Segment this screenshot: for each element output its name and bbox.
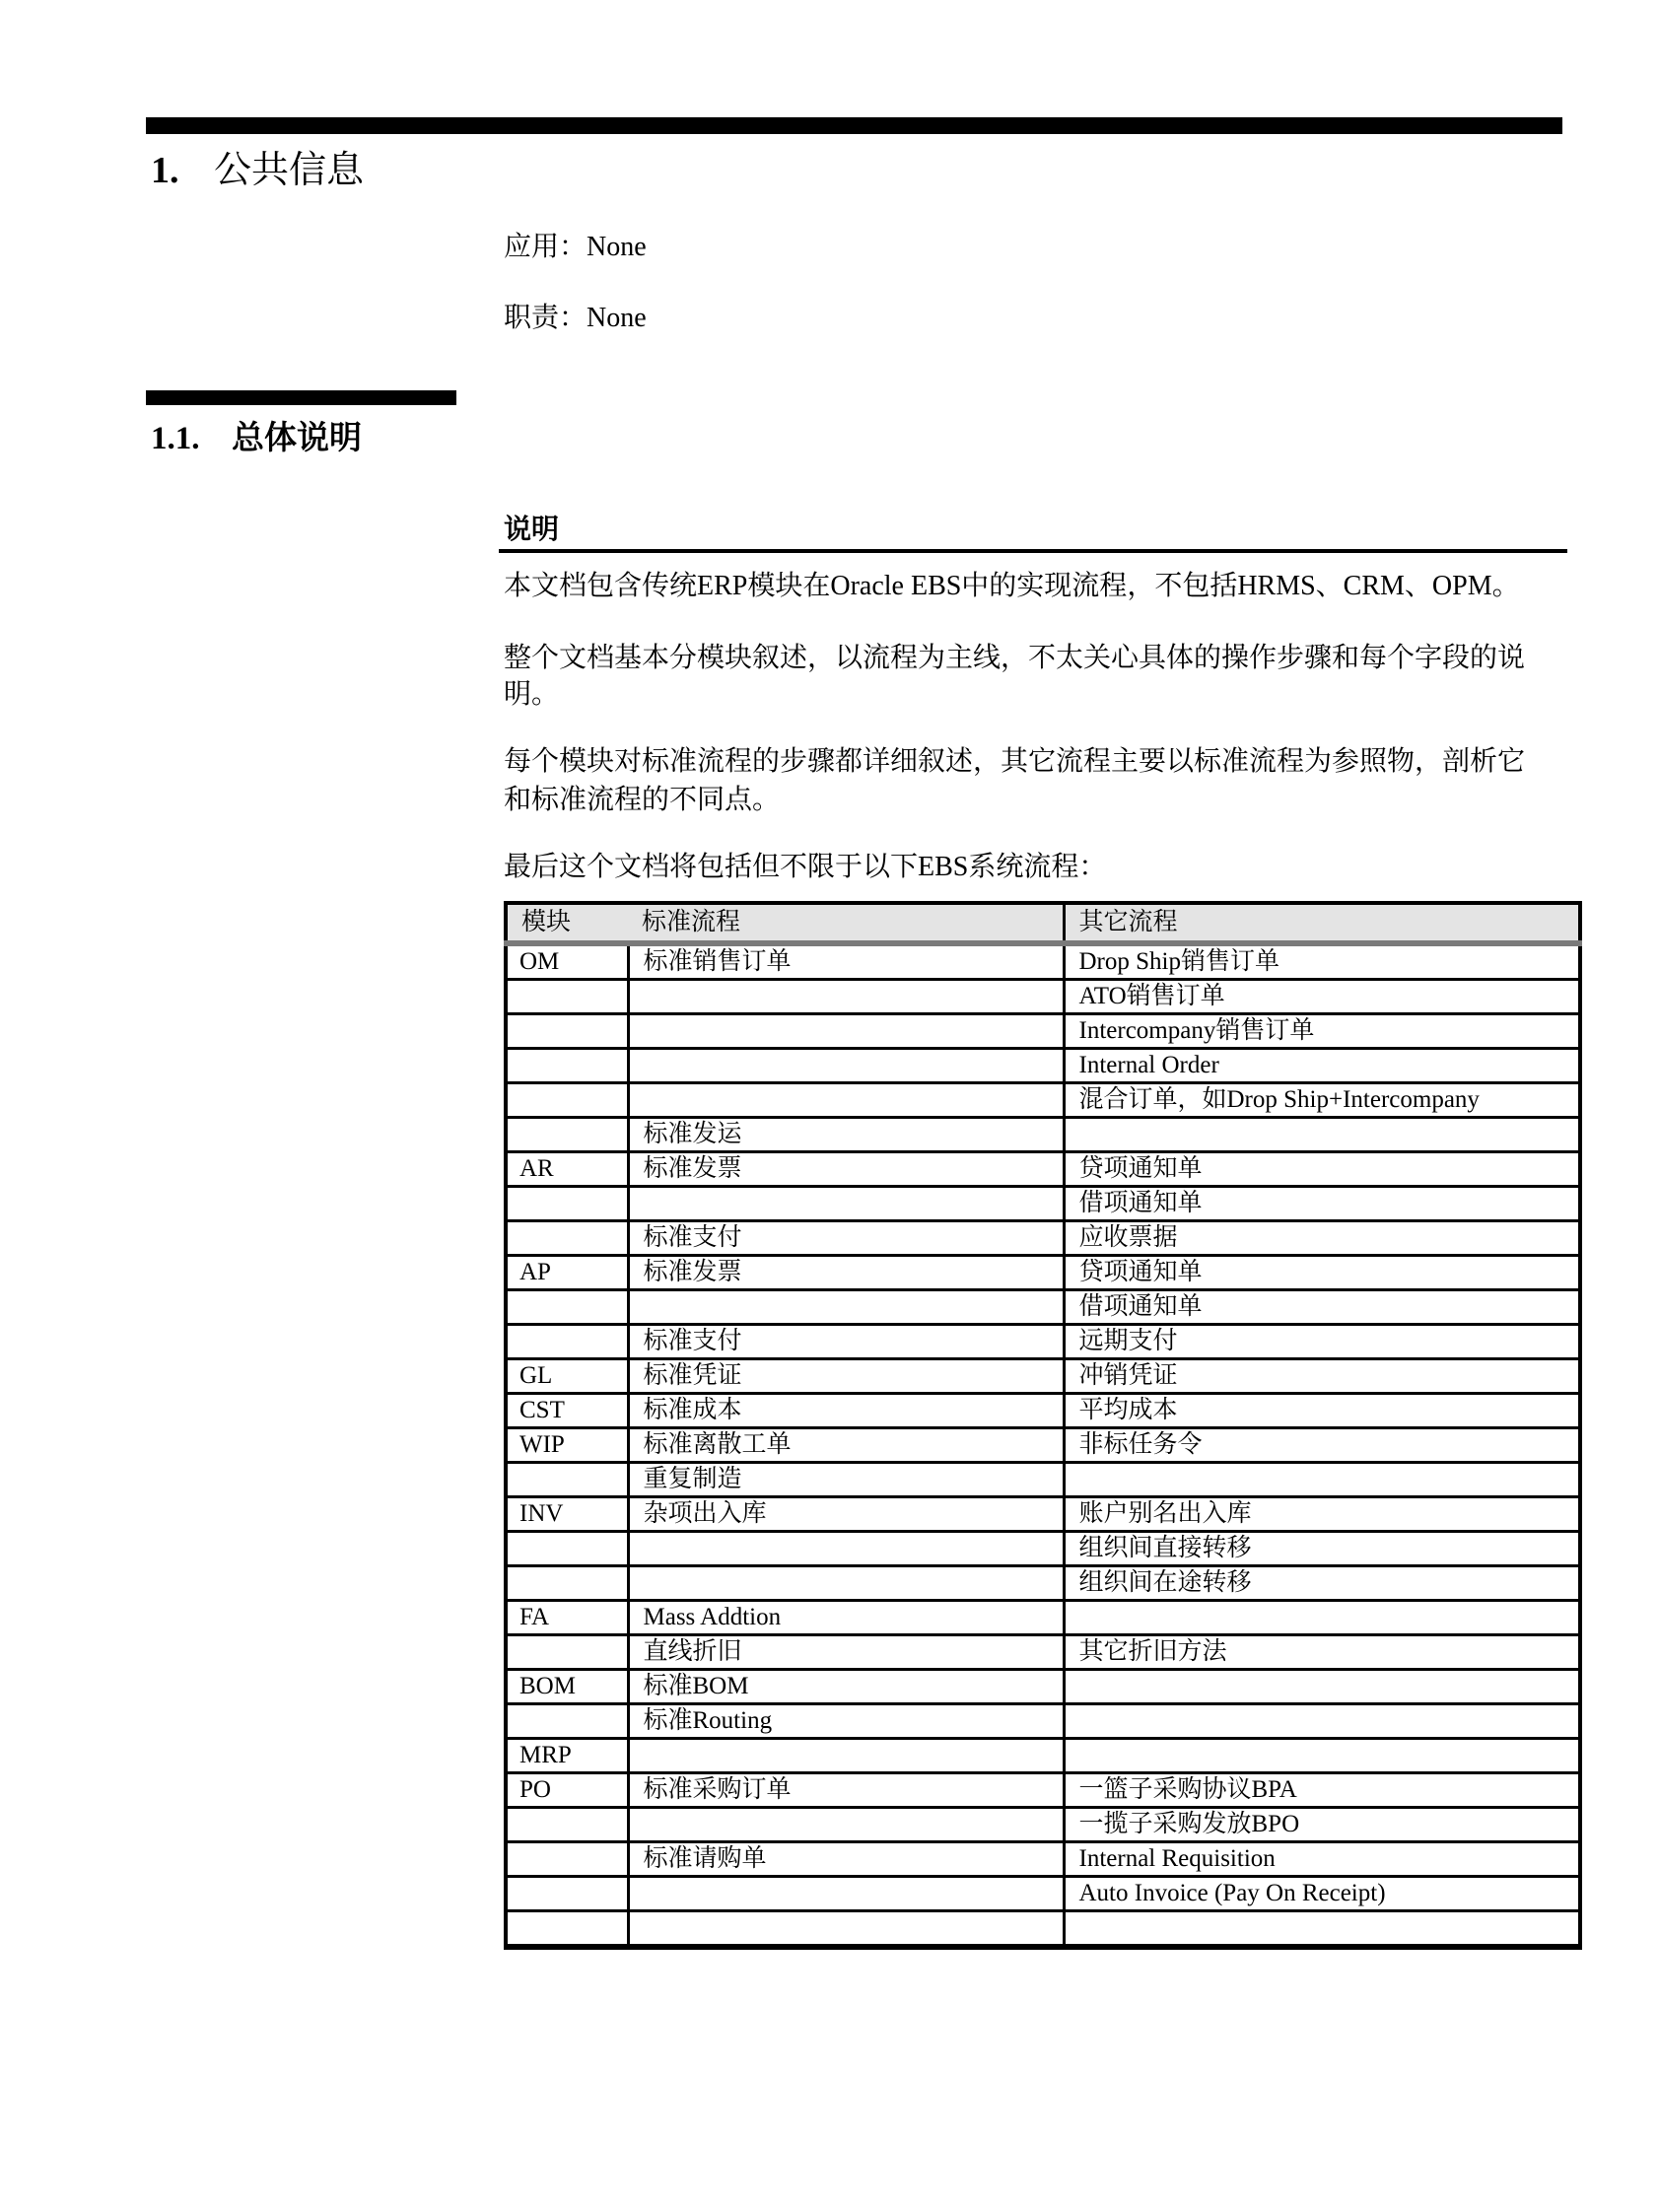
cell-other-flow	[1064, 1670, 1580, 1704]
cell-other-flow: 一揽子采购发放BPO	[1064, 1808, 1580, 1842]
cell-standard-flow: 标准发运	[628, 1118, 1064, 1152]
meta-application	[504, 231, 647, 264]
table-row	[506, 1290, 1580, 1325]
table-row	[506, 1014, 1580, 1049]
cell-module	[506, 980, 628, 1014]
cell-other-flow: 平均成本	[1064, 1394, 1580, 1428]
cell-module: AP	[506, 1256, 628, 1290]
section-title: 公共信息	[214, 150, 365, 191]
table-header-row	[506, 903, 1580, 943]
subsection-rule	[146, 390, 456, 405]
cell-module	[506, 1635, 628, 1670]
table-row	[506, 1532, 1580, 1566]
cell-other-flow: 组织间直接转移	[1064, 1532, 1580, 1566]
paragraph-line: 本文档包含传统ERP模块在Oracle EBS中的实现流程，不包括HRMS、CRM、OPM。	[504, 571, 1520, 601]
column-header-standard-flow: 标准流程	[628, 903, 1064, 943]
cell-module: CST	[506, 1394, 628, 1428]
cell-other-flow: 混合订单，如Drop Ship+Intercompany	[1064, 1083, 1580, 1118]
meta-responsibility	[504, 302, 647, 335]
cell-module	[506, 1083, 628, 1118]
cell-other-flow: 一篮子采购协议BPA	[1064, 1773, 1580, 1808]
cell-other-flow: 贷项通知单	[1064, 1152, 1580, 1187]
cell-standard-flow: 标准支付	[628, 1325, 1064, 1359]
table-row	[506, 1256, 1580, 1290]
table-row	[506, 1773, 1580, 1808]
table-row	[506, 1083, 1580, 1118]
table-row	[506, 1359, 1580, 1394]
subsection-heading	[151, 419, 362, 458]
cell-other-flow: Auto Invoice (Pay On Receipt)	[1064, 1877, 1580, 1911]
cell-standard-flow: 标准凭证	[628, 1359, 1064, 1394]
cell-other-flow	[1064, 1739, 1580, 1773]
cell-module: WIP	[506, 1428, 628, 1463]
cell-other-flow: 借项通知单	[1064, 1290, 1580, 1325]
cell-other-flow	[1064, 1118, 1580, 1152]
cell-module	[506, 1877, 628, 1911]
cell-module: BOM	[506, 1670, 628, 1704]
cell-standard-flow: 标准成本	[628, 1394, 1064, 1428]
cell-standard-flow	[628, 1049, 1064, 1083]
table-row	[506, 1118, 1580, 1152]
meta-application-label: 应用：	[504, 232, 588, 262]
ebs-flows-table-container	[504, 901, 1578, 1950]
cell-module	[506, 1325, 628, 1359]
table-row	[506, 1428, 1580, 1463]
table-row	[506, 1566, 1580, 1601]
cell-module	[506, 1221, 628, 1256]
cell-standard-flow: 重复制造	[628, 1463, 1064, 1497]
cell-standard-flow: 标准请购单	[628, 1842, 1064, 1877]
section-number: 1.	[151, 150, 179, 191]
cell-other-flow: 非标任务令	[1064, 1428, 1580, 1463]
cell-standard-flow	[628, 1808, 1064, 1842]
table-row	[506, 1670, 1580, 1704]
paragraph-line: 每个模块对标准流程的步骤都详细叙述，其它流程主要以标准流程为参照物，剖析它	[504, 746, 1526, 777]
table-row	[506, 1601, 1580, 1635]
cell-standard-flow	[628, 1877, 1064, 1911]
cell-standard-flow: 标准Routing	[628, 1704, 1064, 1739]
ebs-flows-table	[504, 901, 1582, 1950]
cell-standard-flow	[628, 1739, 1064, 1773]
paragraph-line: 整个文档基本分模块叙述，以流程为主线，不太关心具体的操作步骤和每个字段的说	[504, 643, 1526, 673]
cell-standard-flow	[628, 1014, 1064, 1049]
cell-module	[506, 1187, 628, 1221]
cell-other-flow: Internal Requisition	[1064, 1842, 1580, 1877]
cell-module	[506, 1808, 628, 1842]
cell-module	[506, 1014, 628, 1049]
table-row	[506, 1808, 1580, 1842]
cell-other-flow: 账户别名出入库	[1064, 1497, 1580, 1532]
cell-module	[506, 1290, 628, 1325]
cell-standard-flow: 标准发票	[628, 1152, 1064, 1187]
cell-module: INV	[506, 1497, 628, 1532]
cell-standard-flow	[628, 1911, 1064, 1948]
cell-other-flow: 借项通知单	[1064, 1187, 1580, 1221]
cell-standard-flow: Mass Addtion	[628, 1601, 1064, 1635]
cell-module: FA	[506, 1601, 628, 1635]
table-row	[506, 1635, 1580, 1670]
meta-responsibility-value: None	[587, 303, 647, 333]
cell-other-flow	[1064, 1463, 1580, 1497]
cell-module	[506, 1118, 628, 1152]
cell-module	[506, 1532, 628, 1566]
section-heading	[151, 148, 364, 193]
table-row	[506, 1842, 1580, 1877]
cell-module	[506, 1842, 628, 1877]
cell-other-flow: 贷项通知单	[1064, 1256, 1580, 1290]
cell-module	[506, 1049, 628, 1083]
cell-module	[506, 1463, 628, 1497]
cell-module: GL	[506, 1359, 628, 1394]
table-row	[506, 1877, 1580, 1911]
cell-module	[506, 1911, 628, 1948]
cell-standard-flow	[628, 1532, 1064, 1566]
table-row	[506, 1704, 1580, 1739]
cell-other-flow	[1064, 1911, 1580, 1948]
note-title: 说明	[504, 515, 560, 545]
cell-module	[506, 1704, 628, 1739]
cell-module	[506, 1566, 628, 1601]
table-row	[506, 1221, 1580, 1256]
table-row	[506, 1739, 1580, 1773]
cell-other-flow	[1064, 1601, 1580, 1635]
table-row	[506, 1152, 1580, 1187]
table-row	[506, 943, 1580, 980]
cell-module: MRP	[506, 1739, 628, 1773]
cell-module: OM	[506, 943, 628, 980]
cell-standard-flow: 直线折旧	[628, 1635, 1064, 1670]
table-body	[506, 943, 1580, 1947]
cell-standard-flow: 标准支付	[628, 1221, 1064, 1256]
cell-standard-flow	[628, 1290, 1064, 1325]
cell-standard-flow	[628, 1083, 1064, 1118]
table-row	[506, 1325, 1580, 1359]
cell-other-flow	[1064, 1704, 1580, 1739]
cell-standard-flow	[628, 1187, 1064, 1221]
table-row	[506, 1497, 1580, 1532]
note-title-rule	[499, 549, 1567, 553]
paragraph-line: 最后这个文档将包括但不限于以下EBS系统流程：	[504, 852, 1107, 882]
meta-application-value: None	[587, 232, 647, 262]
cell-module: PO	[506, 1773, 628, 1808]
table-row	[506, 1463, 1580, 1497]
cell-standard-flow	[628, 980, 1064, 1014]
cell-other-flow: 远期支付	[1064, 1325, 1580, 1359]
cell-standard-flow: 标准离散工单	[628, 1428, 1064, 1463]
cell-other-flow: 冲销凭证	[1064, 1359, 1580, 1394]
cell-other-flow: ATO销售订单	[1064, 980, 1580, 1014]
cell-standard-flow: 标准销售订单	[628, 943, 1064, 980]
cell-other-flow: Drop Ship销售订单	[1064, 943, 1580, 980]
cell-other-flow: 组织间在途转移	[1064, 1566, 1580, 1601]
table-row	[506, 1049, 1580, 1083]
cell-standard-flow: 标准发票	[628, 1256, 1064, 1290]
subsection-number: 1.1.	[151, 421, 200, 456]
section-rule-top	[146, 117, 1562, 134]
cell-other-flow: 其它折旧方法	[1064, 1635, 1580, 1670]
table-row	[506, 980, 1580, 1014]
table-row	[506, 1394, 1580, 1428]
cell-standard-flow	[628, 1566, 1064, 1601]
cell-other-flow: Internal Order	[1064, 1049, 1580, 1083]
cell-standard-flow: 标准BOM	[628, 1670, 1064, 1704]
subsection-title: 总体说明	[232, 421, 362, 456]
column-header-other-flows: 其它流程	[1064, 903, 1580, 943]
cell-module: AR	[506, 1152, 628, 1187]
cell-standard-flow: 标准采购订单	[628, 1773, 1064, 1808]
cell-other-flow: Intercompany销售订单	[1064, 1014, 1580, 1049]
meta-responsibility-label: 职责：	[504, 303, 588, 333]
column-header-module: 模块	[506, 903, 628, 943]
table-row	[506, 1911, 1580, 1948]
paragraph-line: 明。	[504, 679, 560, 710]
cell-standard-flow: 杂项出入库	[628, 1497, 1064, 1532]
cell-other-flow: 应收票据	[1064, 1221, 1580, 1256]
paragraph-line: 和标准流程的不同点。	[504, 785, 781, 815]
table-row	[506, 1187, 1580, 1221]
